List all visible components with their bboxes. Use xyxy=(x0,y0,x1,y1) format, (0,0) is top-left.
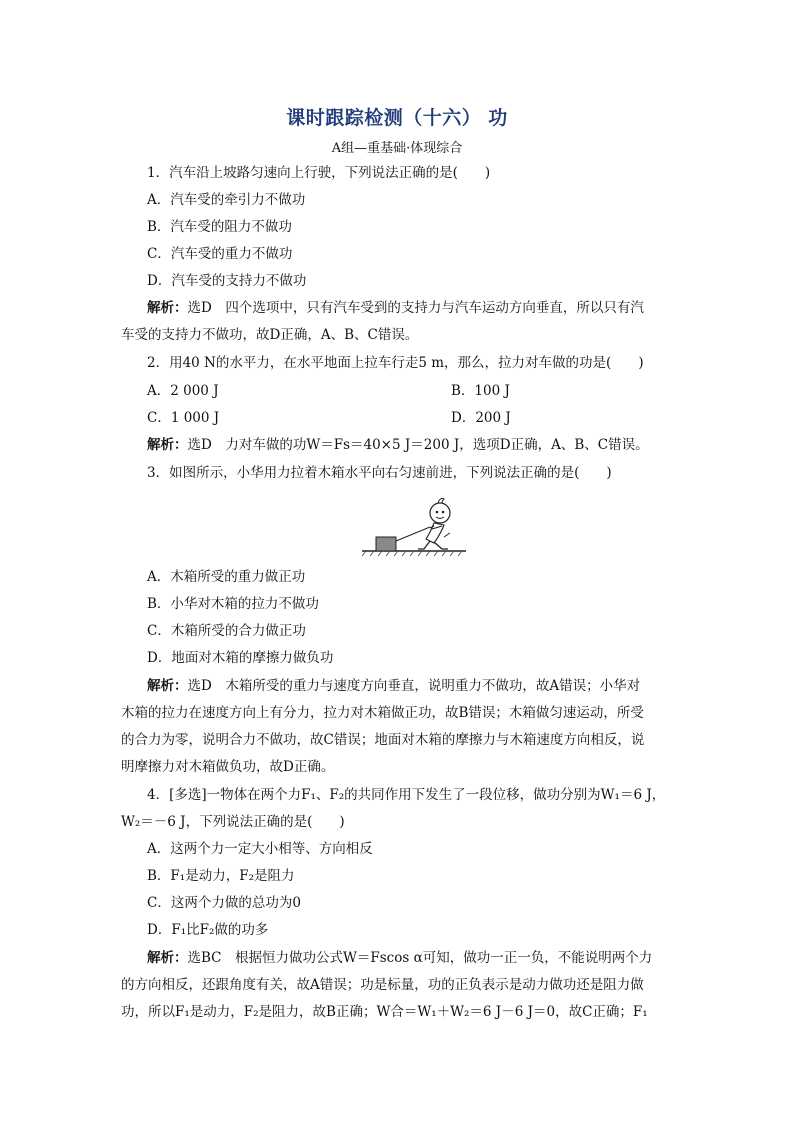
q1-option-a: A．汽车受的牵引力不做功 xyxy=(147,192,306,208)
q3-analysis xyxy=(147,676,640,696)
q4-option-d: D．F₁比F₂做的功多 xyxy=(147,922,269,938)
q4-stem-1: 4．[多选]一物体在两个力F₁、F₂的共同作用下发生了一段位移，做功分别为W₁＝6 J， xyxy=(147,787,666,803)
q1-stem: 1．汽车沿上坡路匀速向上行驶，下列说法正确的是( ) xyxy=(147,165,491,181)
analysis-label: 解析： xyxy=(147,950,188,966)
q2-stem: 2．用40 N的水平力，在水平地面上拉车行走5 m，那么，拉力对车做的功是( ) xyxy=(147,355,644,371)
q4-stem-2: W₂＝－6 J，下列说法正确的是( ) xyxy=(121,814,345,830)
q2-option-d: D．200 J xyxy=(451,410,511,426)
page-title: 课时跟踪检测（十六） 功 xyxy=(286,107,508,129)
q3-option-c: C．木箱所受的合力做正功 xyxy=(147,623,306,639)
q2-analysis-text-1: 选D 力对车做的功W＝Fs＝40×5 J＝200 J，选项D正确，A、B、C错误。 xyxy=(187,437,649,453)
q2-option-b: B．100 J xyxy=(451,383,510,399)
q1-analysis-text-1: 选D 四个选项中，只有汽车受到的支持力与汽车运动方向垂直，所以只有汽 xyxy=(187,300,644,316)
q3-analysis-text-3: 的合力为零，说明合力不做功，故C错误；地面对木箱的摩擦力与木箱速度方向相反，说 xyxy=(121,732,645,748)
q3-option-b: B．小华对木箱的拉力不做功 xyxy=(147,596,319,612)
q4-option-a: A．这两个力一定大小相等、方向相反 xyxy=(147,841,373,857)
q3-analysis-text-4: 明摩擦力对木箱做负功，故D正确。 xyxy=(121,759,335,775)
q4-analysis-text-3: 功，所以F₁是动力，F₂是阻力，故B正确；W合＝W₁＋W₂＝6 J－6 J＝0，故C正确；F₁ xyxy=(121,1004,648,1020)
q1-option-b: B．汽车受的阻力不做功 xyxy=(147,219,292,235)
q3-analysis-text-2: 木箱的拉力在速度方向上有分力，拉力对木箱做正功，故B错误；木箱做匀速运动，所受 xyxy=(121,705,644,721)
analysis-label: 解析： xyxy=(147,678,188,694)
q4-analysis-text-2: 的方向相反，还跟角度有关，故A错误；功是标量，功的正负表示是动力做功还是阻力做 xyxy=(121,977,644,993)
q3-stem: 3．如图所示，小华用力拉着木箱水平向右匀速前进，下列说法正确的是( ) xyxy=(147,465,612,481)
section-subtitle: A组—重基础·体现综合 xyxy=(331,141,463,156)
child-pulling-box-figure xyxy=(360,493,470,559)
q4-analysis-text-1: 选BC 根据恒力做功公式W＝Fscos α可知，做功一正一负，不能说明两个力 xyxy=(187,950,653,966)
q1-option-c: C．汽车受的重力不做功 xyxy=(147,246,293,262)
q1-option-d: D．汽车受的支持力不做功 xyxy=(147,273,307,289)
q1-analysis xyxy=(147,298,644,318)
analysis-label: 解析： xyxy=(147,300,188,316)
q2-option-a: A．2 000 J xyxy=(147,383,219,399)
analysis-label: 解析： xyxy=(147,437,188,453)
q2-option-c: C．1 000 J xyxy=(147,410,220,426)
q3-analysis-text-1: 选D 木箱所受的重力与速度方向垂直，说明重力不做功，故A错误；小华对 xyxy=(187,678,641,694)
q3-option-d: D．地面对木箱的摩擦力做负功 xyxy=(147,650,334,666)
q4-analysis xyxy=(147,948,652,968)
q2-analysis xyxy=(147,435,649,455)
q4-option-b: B．F₁是动力，F₂是阻力 xyxy=(147,868,295,884)
q1-analysis-text-2: 车受的支持力不做功，故D正确，A、B、C错误。 xyxy=(121,327,419,343)
q4-option-c: C．这两个力做的总功为0 xyxy=(147,895,301,911)
q3-option-a: A．木箱所受的重力做正功 xyxy=(147,569,306,585)
